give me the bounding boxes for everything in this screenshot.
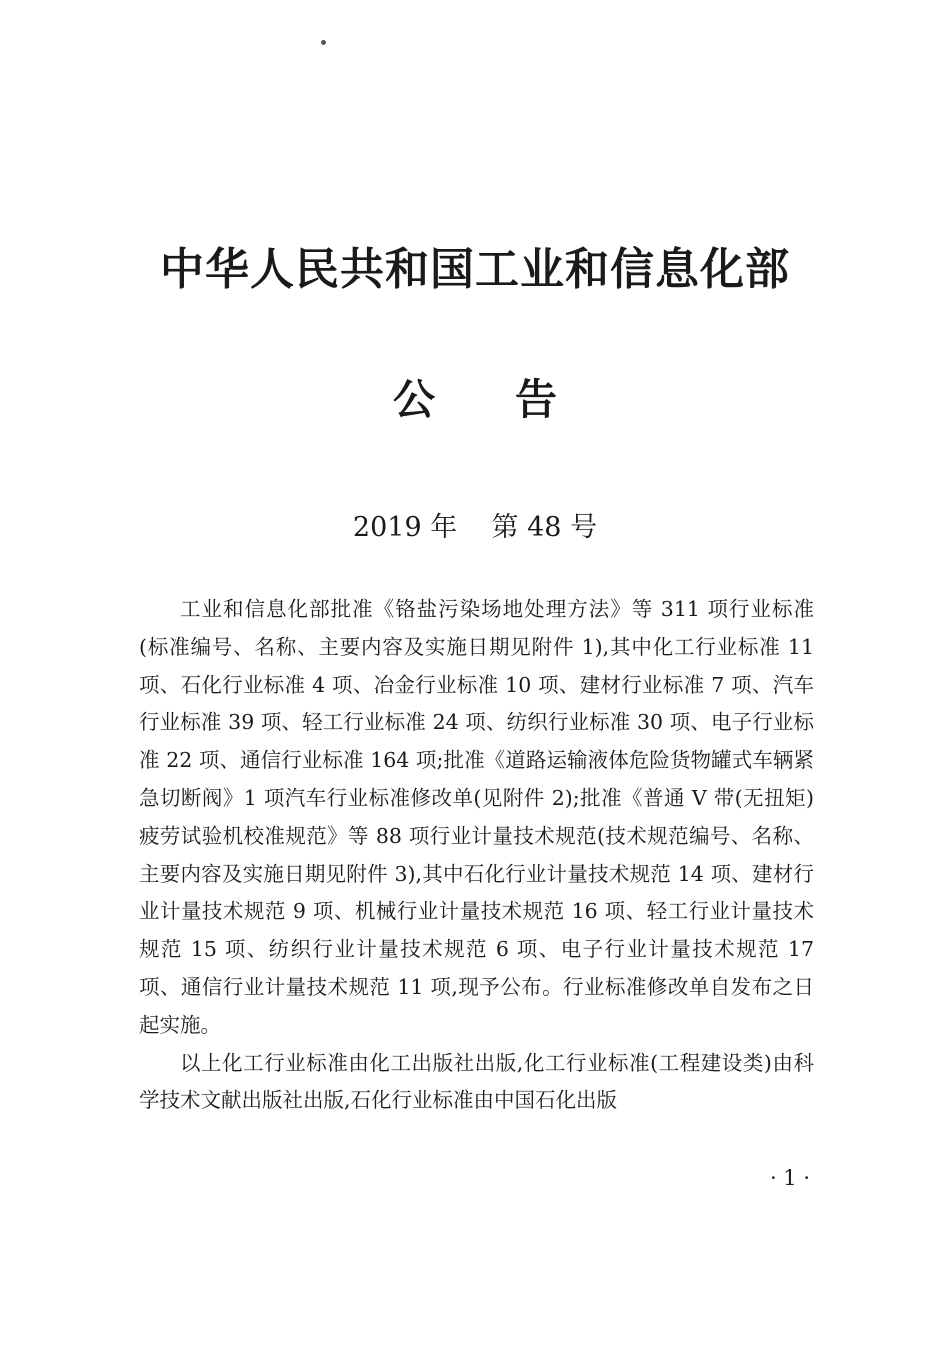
scan-dot-mark bbox=[321, 40, 326, 45]
issue-number: 2019 年 第 48 号 bbox=[352, 512, 598, 543]
ministry-name: 中华人民共和国工业和信息化部 bbox=[160, 244, 790, 295]
body-paragraph-1: 工业和信息化部批准《铬盐污染场地处理方法》等 311 项行业标准(标准编号、名称、主要内容及实施日期见附件 1),其中化工行业标准 11 项、石化行业标准 4 项、冶金行业标准 10 项、建材行业标准 7 项、汽车行业标准 39 项、轻工行业标准 24 项、纺织行业标准 30 项、电子行业标准 22 项、通信行业标准 164 项;批准《道路运输液体危险货物罐式车辆紧急切断阀》1 项汽车行业标准修改单(见附件 2);批准《普通 V 带(无扭矩)疲劳试验机校准规范》等 88 项行业计量技术规范(技术规范编号、名称、主要内容及实施日期见附件 3),其中石化行业计量技术规范 14 项、建材行业计量技术规范 9 项、机械行业计量技术规范 16 项、轻工行业计量技术规范 15 项、纺织行业计量技术规范 6 项、电子行业计量技术规范 17 项、通信行业计量技术规范 11 项,现予公布。行业标准修改单自发布之日起实施。 bbox=[139, 597, 814, 1037]
body-paragraph-2: 以上化工行业标准由化工出版社出版,化工行业标准(工程建设类)由科学技术文献出版社出版,石化行业标准由中国石化出版 bbox=[139, 1050, 814, 1113]
announcement-body bbox=[139, 591, 814, 1120]
announcement-title: 公告 bbox=[392, 375, 637, 424]
page-number: · 1 · bbox=[769, 1166, 810, 1190]
